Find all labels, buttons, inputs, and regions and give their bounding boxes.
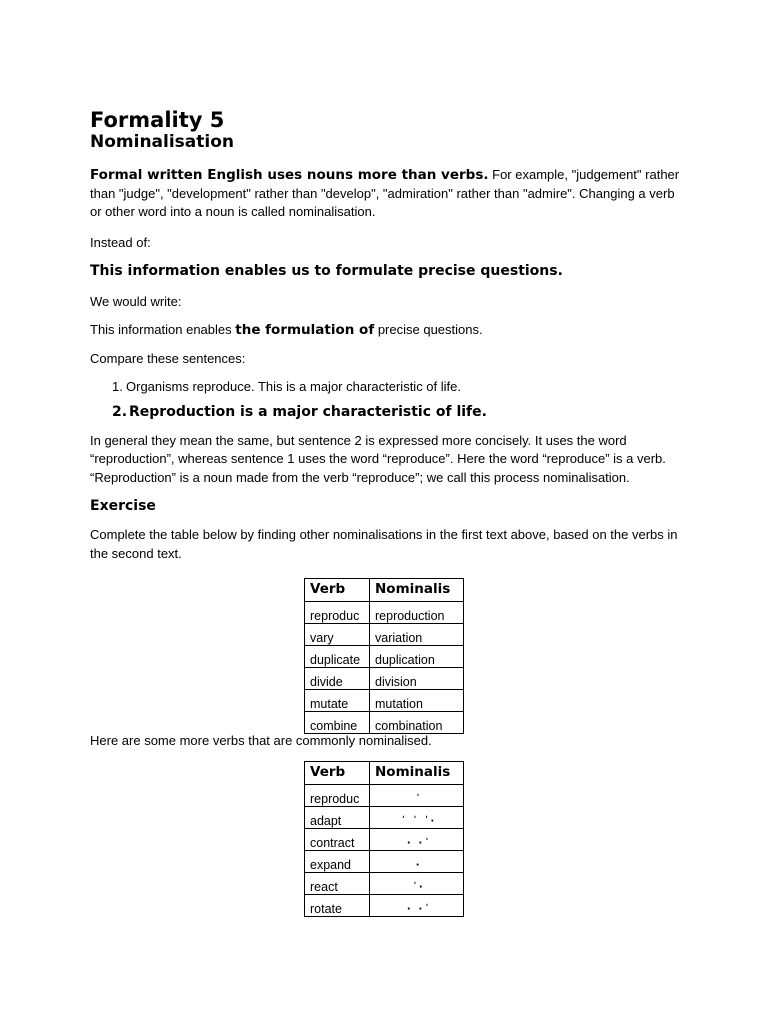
list-item: 2. Reproduction is a major characteristic of life. bbox=[112, 403, 487, 420]
explanation-paragraph: In general they mean the same, but sentence 2 is expressed more concisely. It uses the word “reproduction”, whereas sentence 1 uses the word “reproduce”. Here the word “reproduce” is a verb. “Reproduction” is a noun made from the verb “reproduce”; we call this process nominalisation. bbox=[90, 432, 666, 485]
table-row: contract · ·ˈ bbox=[305, 829, 464, 851]
list-item: 1. Organisms reproduce. This is a major characteristic of life. bbox=[112, 378, 461, 394]
rewrite-after: precise questions. bbox=[374, 321, 483, 337]
column-header-nominalisation: Nominalis bbox=[370, 579, 464, 602]
intro-strong: Formal written English uses nouns more than verbs. bbox=[90, 167, 489, 183]
table-row: reproduc reproduction bbox=[305, 602, 464, 624]
exercise-heading: Exercise bbox=[90, 498, 156, 514]
instead-of-label: Instead of: bbox=[90, 234, 151, 250]
example-sentence: This information enables us to formulate precise questions. bbox=[90, 263, 563, 279]
rewrite-strong: the formulation of bbox=[235, 321, 375, 338]
exercise-instructions: Complete the table below by finding other nominalisations in the first text above, based on the verbs in the second text. bbox=[90, 527, 678, 561]
document-page bbox=[90, 108, 680, 573]
table-row: mutate mutation bbox=[305, 690, 464, 712]
page-title: Formality 5 bbox=[90, 108, 225, 132]
table-row: rotate · ·ˈ bbox=[305, 895, 464, 917]
table-row: combine combination bbox=[305, 712, 464, 734]
more-verbs-label: Here are some more verbs that are commonly nominalised. bbox=[90, 733, 432, 748]
nominalisation-table-2 bbox=[304, 761, 464, 917]
table-header-row bbox=[305, 579, 464, 602]
table-row: duplicate duplication bbox=[305, 646, 464, 668]
table-row: divide division bbox=[305, 668, 464, 690]
table-row: adapt ˈ ˈ ˈ· bbox=[305, 807, 464, 829]
column-header-verb: Verb bbox=[305, 579, 370, 602]
intro-rest: For example, "judgement" rather than "judge", "development" rather than "develop", "admiration" rather than "admire". Changing a verb or other word into a noun is called nominalisation. bbox=[90, 167, 680, 219]
nominalisation-table-1 bbox=[304, 578, 464, 734]
we-would-write-label: We would write: bbox=[90, 294, 182, 309]
rewrite-before: This information enables bbox=[90, 321, 236, 337]
intro-paragraph bbox=[90, 166, 680, 222]
table-row: expand · bbox=[305, 851, 464, 873]
sentence-list bbox=[90, 378, 680, 422]
table-row: react ˈ· bbox=[305, 873, 464, 895]
column-header-verb: Verb bbox=[305, 762, 370, 785]
page-subtitle: Nominalisation bbox=[90, 132, 235, 152]
compare-label: Compare these sentences: bbox=[90, 351, 246, 366]
column-header-nominalisation: Nominalis bbox=[370, 762, 464, 785]
rewrite-sentence bbox=[90, 321, 680, 340]
table-row: vary variation bbox=[305, 624, 464, 646]
table-row: reproduc ˈ bbox=[305, 785, 464, 807]
table-header-row bbox=[305, 762, 464, 785]
